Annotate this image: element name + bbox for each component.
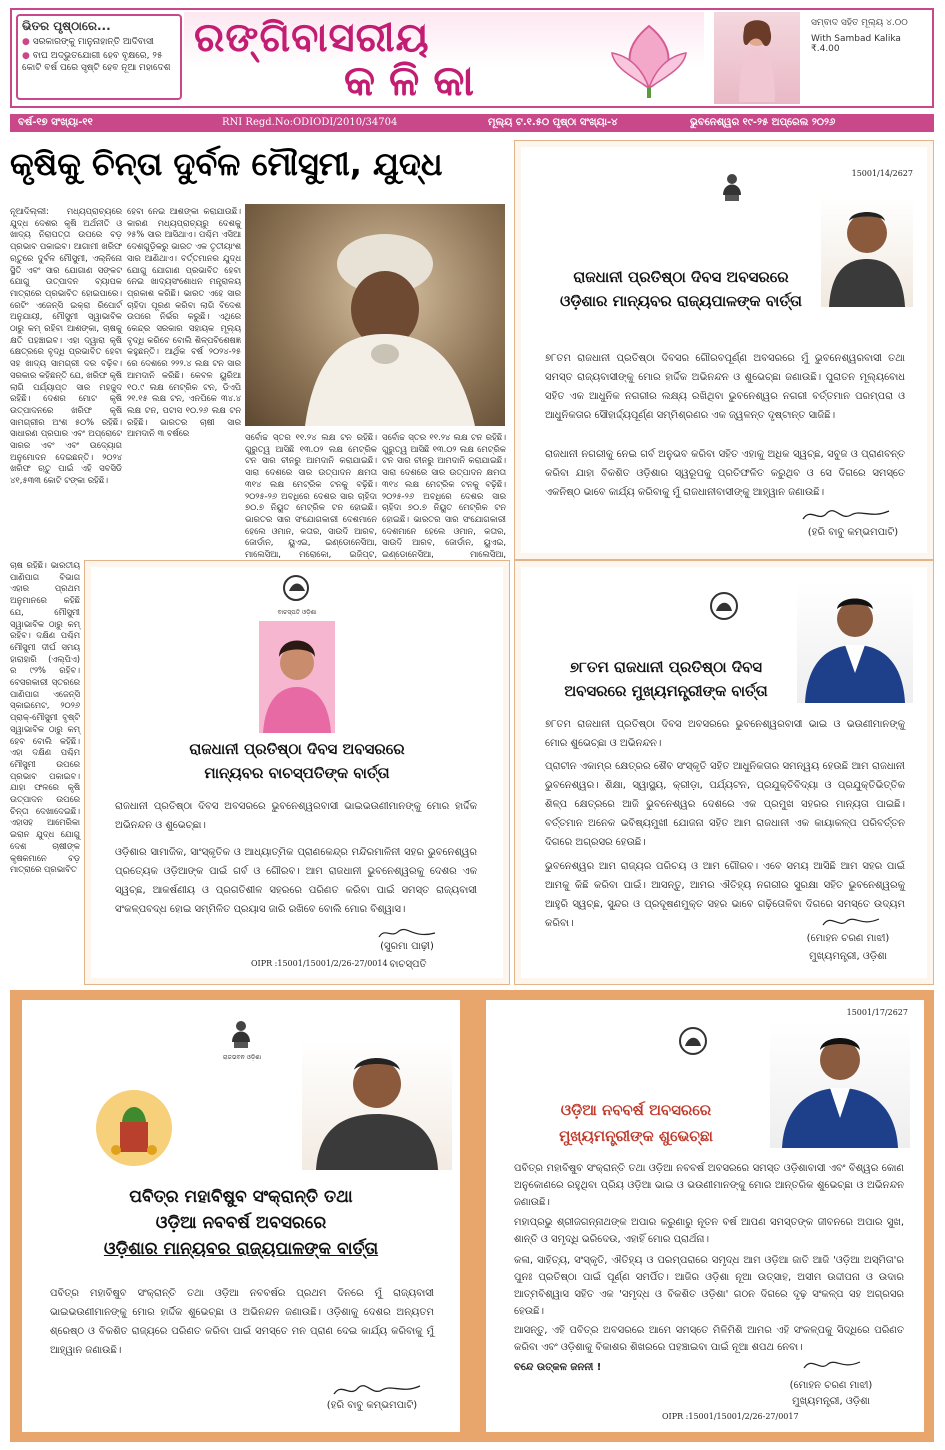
- advert-photo: [714, 12, 800, 104]
- ad-reference: 15001/14/2627: [851, 169, 913, 178]
- signatory-name: (ସୁରମା ପାଢ଼ୀ): [380, 941, 434, 952]
- rni-regd: RNI Regd.No:ODIODI/2010/34704: [222, 117, 398, 128]
- ad-title-line2: ଓଡ଼ିଶାର ମାନ୍ୟବର ରାଜ୍ୟପାଳଙ୍କ ବାର୍ତ୍ତା: [560, 292, 802, 310]
- person-silhouette-icon: [714, 12, 800, 104]
- national-emblem-icon: [226, 1018, 256, 1052]
- cm-capital-ad: [514, 560, 934, 985]
- governor-photo: [302, 1040, 452, 1170]
- issue-date: ଭୁବନେଶ୍ୱର ୧୯-୨୫ ଅପ୍ରେଲ ୨୦୨୬: [690, 117, 836, 128]
- person-icon: [821, 197, 913, 307]
- speaker-photo: [259, 621, 335, 733]
- inside-pages-title: ଭିତର ପୃଷ୍ଠାରେ...: [22, 19, 111, 33]
- farmer-photo: [245, 204, 505, 426]
- odisha-emblem-icon: [709, 591, 739, 625]
- ad-title-line1: ରାଜଧାନୀ ପ୍ରତିଷ୍ଠା ଦିବସ ଅବସରରେ: [573, 268, 789, 286]
- signatory-designation: ମୁଖ୍ୟମନ୍ତ୍ରୀ, ଓଡ଼ିଶା: [792, 1396, 870, 1407]
- article-col-3a: ସର୍ବୋଚ୍ଚ ସ୍ତର ୧୧.୨୪ ଲକ୍ଷ ଟନ ରହିଛି। ଗୁରୁତ୍ୱ ଆସିଛି ୧୩.୦୨ ଲକ୍ଷ ମେଟ୍ରିକ ଟନ ସାର ଚୀନରୁ ଆମଦାନି କରାଯାଇଛି। ସାରା ଦେଶରେ ସାର ଉତ୍ପାଦନ କ୍ଷମତା ୩୧୪ ଲକ୍ଷ ମେଟ୍ରିକ ଟନକୁ ବଢ଼ିଛି। ୨୦୨୫-୨୬ ଅବଧିରେ ଦେଶର ସାର ଚାହିଦା ୭୦.୭ ନିୟୁତ ମେଟ୍ରିକ ଟନ ହୋଇଛି। ଭାରତର ସାର ସଂଯୋଗକାରୀ ଦେଶମାନେ ହେଲେ ଓମାନ, କତାର, ସାଉଦି ଆରବ, ଜୋର୍ଡାନ, ୟୁଏଇ, ଇଣ୍ଡୋନେସିଆ, ମାଲେସିଆ, ମରୋକୋ, ଇଜିପ୍ଟ,: [245, 432, 377, 560]
- speaker-capital-ad: [84, 560, 510, 985]
- signature-icon: [801, 505, 891, 525]
- ad-paragraph: ଭୁବନେଶ୍ୱର ଆମ ରାଜ୍ୟର ପରିଚୟ ଓ ଆମ ଗୌରବ। ଏବେ ସମୟ ଆସିଛି ଆମ ସହର ପାଇଁ ଆମକୁ କିଛି କରିବା ପାଇଁ। ଆସନ୍ତୁ, ଆମର ଐତିହ୍ୟ ନଗରୀର ସୁରକ୍ଷା ସହିତ ଭୁବନେଶ୍ୱରକୁ ଆହୁରି ସ୍ୱଚ୍ଛ, ସୁନ୍ଦର ଓ ପ୍ରଦୂଷଣମୁକ୍ତ ସହର ଭାବେ ଗଢ଼ିତୋଳିବା ଦିଗରେ ସମସ୍ତେ ଉଦ୍ୟମ କରିବା।: [545, 861, 905, 929]
- oipr-reference: OIPR :15001/15001/2/26-27/0014: [251, 959, 388, 968]
- bullet-icon: ●: [22, 51, 30, 61]
- ad-paragraph: ୭୮ତମ ରାଜଧାନୀ ପ୍ରତିଷ୍ଠା ଦିବସର ଗୌରବପୂର୍ଣ୍ଣ ଅବସରରେ ମୁଁ ଭୁବନେଶ୍ୱରବାସୀ ତଥା ସମସ୍ତ ରାଜ୍ୟବାସୀଙ୍କୁ ମୋର ହାର୍ଦ୍ଦିକ ଅଭିନନ୍ଦନ ଓ ଶୁଭେଚ୍ଛା ଜଣାଉଛି। ପୁରାତନ ମୂଲ୍ୟବୋଧ ସହିତ ଏକ ଆଧୁନିକ ନଗରୀର ଲକ୍ଷ୍ୟ ରଖିଥିବା ଭୁବନେଶ୍ୱର ନଗରୀ ବର୍ତ୍ତମାନ ପରମ୍ପରା ଓ ଆଧୁନିକତାର ସୌହାର୍ଦ୍ଦ୍ୟପୂର୍ଣ୍ଣ ସମ୍ମିଶ୍ରଣର ଏକ ଜ୍ୱଳନ୍ତ ଦୃଷ୍ଟାନ୍ତ ସାଜିଛି।: [545, 353, 905, 421]
- governor-photo: [821, 197, 913, 307]
- ad-closing: ବନ୍ଦେ ଉତ୍କଳ ଜନନୀ !: [514, 1362, 602, 1373]
- cm-photo: [797, 583, 913, 703]
- volume-issue: ବର୍ଷ-୧୭ ସଂଖ୍ୟା-୧୧: [18, 117, 93, 128]
- person-icon: [770, 1022, 910, 1148]
- signature-icon: [332, 1380, 422, 1400]
- ad-title-line2: ମୁଖ୍ୟମନ୍ତ୍ରୀଙ୍କ ଶୁଭେଚ୍ଛା: [559, 1127, 713, 1145]
- signature-icon: [821, 913, 881, 931]
- ad-title-line1: ୭୮ତମ ରାଜଧାନୀ ପ୍ରତିଷ୍ଠା ଦିବସ: [569, 658, 763, 676]
- signatory-designation: ମୁଖ୍ୟମନ୍ତ୍ରୀ, ଓଡ଼ିଶା: [809, 951, 887, 962]
- article-headline: କୃଷିକୁ ଚିନ୍ତା ଦୁର୍ବଳ ମୌସୁମୀ, ଯୁଦ୍ଧ: [10, 145, 443, 183]
- person-icon: [302, 1040, 452, 1170]
- signatory-name: (ହରି ବାବୁ କମ୍ଭମପାଟି): [326, 1400, 418, 1411]
- article-col-3b: ସର୍ବୋଚ୍ଚ ସ୍ତର ୧୧.୨୪ ଲକ୍ଷ ଟନ ରହିଛି। ଗୁରୁତ୍ୱ ଆସିଛି ୧୩.୦୨ ଲକ୍ଷ ମେଟ୍ରିକ ଟନ ସାର ଚୀନରୁ ଆମଦାନି କରାଯାଇଛି। ସାରା ଦେଶରେ ସାର ଉତ୍ପାଦନ କ୍ଷମତା ୩୧୪ ଲକ୍ଷ ମେଟ୍ରିକ ଟନକୁ ବଢ଼ିଛି। ୨୦୨୫-୨୬ ଅବଧିରେ ଦେଶର ସାର ଚାହିଦା ୭୦.୭ ନିୟୁତ ମେଟ୍ରିକ ଟନ ହୋଇଛି। ଭାରତର ସାର ସଂଯୋଗକାରୀ ଦେଶମାନେ ହେଲେ ଓମାନ, କତାର, ସାଉଦି ଆରବ, ଜୋର୍ଡାନ, ୟୁଏଇ, ଇଣ୍ଡୋନେସିଆ, ମାଲେସିଆ,: [382, 432, 506, 560]
- ad-paragraph: କଳା, ସାହିତ୍ୟ, ସଂସ୍କୃତି, ଐତିହ୍ୟ ଓ ପରମ୍ପରାରେ ସମୃଦ୍ଧ ଆମ ଓଡ଼ିଆ ଜାତି ଆଜି 'ଓଡ଼ିଆ ଅସ୍ମିତା'ର ପୁନଃ ପ୍ରତିଷ୍ଠା ପାଇଁ ପୂର୍ଣ୍ଣ ସମର୍ପିତ। ଆଜିର ଓଡ଼ିଶା ନୂଆ ଉତ୍ସାହ, ଅସୀମ ଉଦ୍ଦୀପନା ଓ ଉଦାର ଆତ୍ମବିଶ୍ୱାସ ସହିତ ଏକ 'ସମୃଦ୍ଧ ଓ ବିକଶିତ ଓଡ଼ିଶା' ଗଠନ ଦିଗରେ ଦୃଢ଼ ସଂକଳ୍ପ ସହ ଅଗ୍ରସର ହେଉଛି।: [514, 1255, 904, 1317]
- ad-reference: 15001/17/2627: [846, 1008, 908, 1017]
- ad-paragraph: ୭୮ତମ ରାଜଧାନୀ ପ୍ରତିଷ୍ଠା ଦିବସ ଅବସରରେ ଭୁବନେଶ୍ୱରବାସୀ ଭାଇ ଓ ଭଉଣୀମାନଙ୍କୁ ମୋର ଶୁଭେଚ୍ଛା ଓ ଅଭିନନ୍ଦନ।: [545, 719, 905, 749]
- signature-icon: [802, 1356, 862, 1374]
- governor-newyear-ad: [22, 1000, 460, 1432]
- person-icon: [797, 583, 913, 703]
- cm-photo: [770, 1022, 910, 1148]
- emblem-caption: ବାଚସ୍ପତି ଓଡ଼ିଶା: [277, 609, 317, 616]
- ad-title-line2: ମାନ୍ୟବର ବାଚସ୍ପତିଙ୍କ ବାର୍ତ୍ତା: [204, 764, 390, 782]
- assembly-emblem-icon: [281, 573, 311, 607]
- article-col-2: ହେବା ନେଇ ଆଶଙ୍କା କରାଯାଉଛି। କାରଣ ମଧ୍ୟପ୍ରାଚ୍ୟରୁ ଦେଶକୁ ୨୫% ସାର ଆସିଥାଏ। ପଶ୍ଚିମ ଏସିଆ ଦେଶଗୁଡ଼ିକରୁ ଭାରତ ଏକ ତୃତୀୟାଂଶ ସାର ଆଣିଥାଏ। ବର୍ତ୍ତମାନର ଯୁଦ୍ଧ ଯୋଗୁ ଯୋଗାଣ ପ୍ରଭାବିତ ହେବା ନେଇ ଖାଦ୍ୟସଂଶୋଧନ ମନ୍ତ୍ରାଳୟ ପ୍ରକାଶ କରିଛି। ଭାରତ ଏହେ ସାର ଚାହିଦା ପୂରଣ କରିବା ଲାଗି ବିଦେଶ ଉପରେ ନିର୍ଭର କରୁଛି। ଏଥିରେ କେନ୍ଦ୍ର ସରକାର ସହାୟକ ମୂଲ୍ୟ ବୃଦ୍ଧି କରିବେ ବୋଲି ଶିଳ୍ପବିଶେଷଜ୍ଞ କହୁଛନ୍ତି। ଆର୍ଥିକ ବର୍ଷ ୨୦୨୪-୨୫ ରେ ଦେଶରେ ୨୨୨.୪ ଲକ୍ଷ ଟନ ସାର ଆମଦାନି କରିଛି। କେବଳ ୟୁରିଆ ୧୦.୯ ଲକ୍ଷ ମେଟ୍ରିକ ଟନ, ଡିଏପି ୨୧.୧୫ ଲକ୍ଷ ଟନ, ଏନପିକେ ୩୪.୪ ଲକ୍ଷ ଟନ, ପଟାସ ୧୦.୨୬ ଲକ୍ଷ ଟନ ରହିଛି। ଭାରତର ଚାଷୀ ସାର ଆମଦାନି ୩ ବର୍ଷରେ: [127, 206, 241, 439]
- article-col-1: ନୂଆଦିଲ୍ଲୀ: ମଧ୍ୟପ୍ରାଚ୍ୟରେ ଯୁଦ୍ଧ ଦେଶର କୃଷି ଅର୍ଥନୀତି ଓ ଖାଦ୍ୟ ନିରାପତ୍ତା ଉପରେ ବଡ଼ ପ୍ରଭାବ ପକାଇବ। ଆଗାମୀ ଖରିଫ ଋତୁରେ ଦୁର୍ବଳ ମୌସୁମୀ, ଏଲ୍‌ନିନୋ ସ୍ଥିତି ଏବଂ ସାର ଯୋଗାଣ ସଙ୍କଟ ଯୋଗୁ ଉତ୍ପାଦନ ବ୍ୟାପକ ମାତ୍ରାରେ ପ୍ରଭାବିତ ହୋଇପାରେ। ରେଟିଂ ଏଜେନ୍ସି ଇକ୍ରା ରିପୋର୍ଟ ଅନୁଯାୟୀ, ମୌସୁମୀ ସ୍ୱାଭାବିକ ଠାରୁ କମ୍ ରହିବା ଆଶଙ୍କା, ଚାଷକୁ କ୍ଷତି ପହଞ୍ଚାଇବ। ଏହା ଦ୍ୱାରା କୃଷି କ୍ଷେତ୍ରରେ ବୃଦ୍ଧି ପ୍ରଭାବିତ ହେବା ସହ ଖାଦ୍ୟ ସାମଗ୍ରୀ ଦର ବଢ଼ିବ। ସରକାର କହିଛନ୍ତି ଯେ, ଖରିଫ କୃଷି ଲାଗି ପର୍ଯ୍ୟାପ୍ତ ସାର ମହଜୁଦ ରହିଛି। ଦେଶର ମୋଟ କୃଷି ଉତ୍ପାଦନରେ ଖରିଫ କୃଷି ସାମଗ୍ରୀର ଅଂଶ ୫୦% ରହିଛି। ସାଧାରଣ ପ୍ରପାର ଏବଂ ଅପ୍ରୋଟେ ସାରର ଏବଂ ଏବଂ ଉଦ୍ୟୋଗ ଅନୁମୋଦନ ଦେଇଛନ୍ତି। ୨୦୨୪ ଖରିଫ ଋତୁ ପାଇଁ ଏହି ସବସିଡି ୪୧,୫୩୩ କୋଟି ଟଙ୍କା ରହିଛି।: [10, 206, 122, 486]
- inside-pages-box: [16, 14, 182, 100]
- ad-paragraph: ମହାପ୍ରଭୁ ଶ୍ରୀଜଗନ୍ନାଥଙ୍କ ଅପାର କରୁଣାରୁ ନୂତନ ବର୍ଷ ଆପଣ ସମସ୍ତଙ୍କ ଜୀବନରେ ଅପାର ସୁଖ, ଶାନ୍ତି ଓ ସମୃଦ୍ଧି ଭରିଦେଉ, ଏହାହିଁ ମୋର ପ୍ରାର୍ଥନା।: [514, 1217, 904, 1245]
- governor-capital-ad: [514, 140, 934, 560]
- signature-icon: [377, 925, 437, 941]
- ad-paragraph: ରାଜଧାନୀ ପ୍ରତିଷ୍ଠା ଦିବସ ଅବସରରେ ଭୁବନେଶ୍ୱରବାସୀ ଭାଇଭଉଣୀମାନଙ୍କୁ ମୋର ହାର୍ଦ୍ଦିକ ଅଭିନନ୍ଦନ ଓ ଶୁଭେଚ୍ଛା।: [115, 801, 477, 831]
- price-english: With Sambad Kalika ₹.4.00: [811, 34, 901, 54]
- farmer-figure-icon: [245, 204, 505, 426]
- signatory-designation: ବାଚସ୍ପତି: [389, 959, 427, 970]
- issue-strip: [10, 114, 934, 132]
- oipr-reference: OIPR :15001/15001/2/26-27/0017: [662, 1412, 799, 1421]
- ad-title-line1: ରାଜଧାନୀ ପ୍ରତିଷ୍ଠା ଦିବସ ଅବସରରେ: [189, 740, 405, 758]
- ad-title-line3: ଓଡ଼ିଶାର ମାନ୍ୟବର ରାଜ୍ୟପାଳଙ୍କ ବାର୍ତ୍ତା: [103, 1239, 379, 1259]
- price-box: [807, 12, 933, 104]
- person-icon: [259, 621, 335, 733]
- ad-title-line2: ଅବସରରେ ମୁଖ୍ୟମନ୍ତ୍ରୀଙ୍କ ବାର୍ତ୍ତା: [564, 682, 768, 700]
- inside-item[interactable]: ● ବାଘ ଅଦ୍ଭୁତଯୋଗୀ ହେବ ବୃକ୍ଷରେ, ୨୫ କୋଟି ବର୍ଷ ପରେ ସୃଷ୍ଟି ହେବ ନୂଆ ମହାଦେଶ: [22, 51, 171, 73]
- signatory-name: (ହରି ବାବୁ କମ୍ଭମପାଟି): [807, 527, 899, 538]
- logo-line1: ରଙ୍ଗିବାସରୀୟ: [194, 14, 430, 61]
- masthead: [10, 8, 934, 108]
- national-emblem-icon: [717, 171, 747, 205]
- signatory-name: (ମୋହନ ଚରଣ ମାଝୀ): [789, 1380, 873, 1391]
- ad-paragraph: ଆସନ୍ତୁ, ଏହି ପବିତ୍ର ଅବସରରେ ଆମେ ସମସ୍ତେ ମିଳିମିଶି ଆମର ଏହି ସଂକଳ୍ପକୁ ସିଦ୍ଧିରେ ପରିଣତ କରିବା ଏବଂ ଓଡ଼ିଶାକୁ ବିକାଶର ଶିଖରରେ ପହଞ୍ଚାଇବା ପାଇଁ ନୂଆ ଶପଥ ନେବା।: [514, 1325, 904, 1353]
- bullet-icon: ●: [22, 37, 30, 47]
- ad-paragraph: ପବିତ୍ର ମହାବିଷୁବ ସଂକ୍ରାନ୍ତି ତଥା ଓଡ଼ିଆ ନବବର୍ଷର ପ୍ରଥମ ଦିନରେ ମୁଁ ରାଜ୍ୟବାସୀ ଭାଇଭଉଣୀମାନଙ୍କୁ ମୋର ହାର୍ଦ୍ଦିକ ଶୁଭେଚ୍ଛା ଓ ଅଭିନନ୍ଦନ ଜଣାଉଛି। ଓଡ଼ିଶାକୁ ଦେଶର ଅନ୍ୟତମ ଶ୍ରେଷ୍ଠ ଓ ବିକଶିତ ରାଜ୍ୟରେ ପରିଣତ କରିବା ପାଇଁ ସମସ୍ତେ ମନ ପ୍ରାଣ ଦେଇ କାର୍ଯ୍ୟ କରିବାକୁ ମୁଁ ଆହ୍ୱାନ ଜଣାଉଛି।: [50, 1288, 435, 1356]
- tulsi-pot-icon: [94, 1088, 174, 1168]
- cm-newyear-ad: [486, 1000, 924, 1432]
- inside-item[interactable]: ● ସରକାରଙ୍କୁ ମାନୁନାହାନ୍ତି ଆଦିବାସୀ: [22, 37, 154, 47]
- ad-title-line1: ପବିତ୍ର ମହାବିଷୁବ ସଂକ୍ରାନ୍ତି ତଥା: [129, 1187, 353, 1207]
- article-col-4: ଚାଷ ରହିଛି। ଭାରତୀୟ ପାଣିପାଗ ବିଭାଗ ଏହାର ପ୍ରଥମ ଅନୁମାନରେ କହିଛି ଯେ, ମୌସୁମୀ ସ୍ୱାଭାବିକ ଠାରୁ କମ୍ ରହିବ। ଦକ୍ଷିଣ ପଶ୍ଚିମ ମୌସୁମୀ ଦୀର୍ଘ ସମୟ ହାରାହାରି (ଏଲ୍‌ପିଏ) ର ୯୨% ରହିବ। ବେସରକାରୀ ସ୍ତରରେ ପାଣିପାଗ ଏଜେନ୍ସି ସ୍କାଇମେଟ, ୨୦୨୬ ପ୍ରାକ୍-ମୌସୁମୀ ବୃଷ୍ଟି ସ୍ୱାଭାବିକ ଠାରୁ କମ୍ ହେବ ବୋଲି କହିଛି। ଏହା ଦକ୍ଷିଣ ପଶ୍ଚିମ ମୌସୁମୀ ଉପରେ ପ୍ରଭାବ ପକାଇବ। ଯାହା ଫଳରେ କୃଷି ଉତ୍ପାଦନ ଉପରେ ଚିନ୍ତା ଦେଖାଦେଇଛି। ଏହାସହ ଆମେରିକା ଇରାନ ଯୁଦ୍ଧ ଯୋଗୁ ଦେଶ ଚାଷୀଙ୍କ କୃଷକମାନେ ବଡ଼ ମାତ୍ରାରେ ପ୍ରଭାବିତ: [10, 560, 80, 875]
- ad-title-line2: ଓଡ଼ିଆ ନବବର୍ଷ ଅବସରରେ: [155, 1213, 327, 1233]
- price-pages: ମୂଲ୍ୟ ଟ.୧.୫୦ ପୃଷ୍ଠା ସଂଖ୍ୟା-୪: [488, 117, 618, 128]
- emblem-caption: ରାଜଭବନ ଓଡ଼ିଶା: [222, 1054, 262, 1061]
- signatory-name: (ମୋହନ ଚରଣ ମାଝୀ): [806, 933, 890, 944]
- lotus-icon: [604, 18, 694, 98]
- ad-paragraph: ପବିତ୍ର ମହାବିଷୁବ ସଂକ୍ରାନ୍ତି ତଥା ଓଡ଼ିଆ ନବବର୍ଷ ଅବସରରେ ସମସ୍ତ ଓଡ଼ିଶାବାସୀ ଏବଂ ବିଶ୍ୱର କୋଣ ଅନୁକୋଣରେ ରହୁଥିବା ପ୍ରିୟ ଓଡ଼ିଆ ଭାଇ ଓ ଭଉଣୀମାନଙ୍କୁ ମୋର ଆନ୍ତରିକ ଶୁଭେଚ୍ଛା ଓ ଅଭିନନ୍ଦନ ଜଣାଉଛି।: [514, 1163, 904, 1208]
- ad-paragraph: ରାଜଧାନୀ ନଗରୀକୁ ନେଇ ଗର୍ବ ଅନୁଭବ କରିବା ସହିତ ଏହାକୁ ଅଧିକ ସ୍ୱଚ୍ଛ, ସବୁଜ ଓ ପ୍ରାଣବନ୍ତ କରିବା ଯାହା ବିକଶିତ ଓଡ଼ିଶାର ସ୍ୱରୂପକୁ ପ୍ରତିଫଳିତ କରୁଥିବ ଓ ସେ ଦିଗରେ ସମସ୍ତେ ଏକନିଷ୍ଠ ଭାବେ କାର୍ଯ୍ୟ କରିବାକୁ ମୁଁ ରାଜଧାନୀବାସୀଙ୍କୁ ଆହ୍ୱାନ ଜଣାଉଛି।: [545, 449, 905, 498]
- price-odia: ସମ୍ବାଦ ସହିତ ମୂଲ୍ୟ ୪.୦୦: [811, 18, 908, 28]
- newspaper-logo: [184, 12, 704, 104]
- ad-paragraph: ଓଡ଼ିଶାର ସାମାଜିକ, ସାଂସ୍କୃତିକ ଓ ଆଧ୍ୟାତ୍ମିକ ପ୍ରାଣକେନ୍ଦ୍ର ମନ୍ଦିରମାଳିନୀ ସହର ଭୁବନେଶ୍ୱର ପ୍ରତ୍ୟେକ ଓଡ଼ିଆଙ୍କ ପାଇଁ ଗର୍ବ ଓ ଗୌରବ। ଆମ ରାଜଧାନୀ ଭୁବନେଶ୍ୱରକୁ ଦେଶର ଏକ ସ୍ୱଚ୍ଛ, ଆକର୍ଷଣୀୟ ଓ ପ୍ରଗତିଶୀଳ ସହରରେ ପରିଣତ କରିବା ପାଇଁ ସମସ୍ତ ରାଜ୍ୟବାସୀ ସଂକଳ୍ପବଦ୍ଧ ହୋଇ ସମ୍ମିଳିତ ପ୍ରୟାସ ଜାରି ରଖିବେ ବୋଲି ମୋର ବିଶ୍ୱାସ।: [115, 847, 477, 915]
- logo-line2: କଳିକା: [344, 56, 488, 105]
- ad-title-line1: ଓଡ଼ିଆ ନବବର୍ଷ ଅବସରରେ: [560, 1101, 712, 1119]
- odisha-emblem-icon: [678, 1026, 708, 1060]
- ad-paragraph: ପ୍ରାଚୀନ ଏକାମ୍ର କ୍ଷେତ୍ରର ଶୈବ ସଂସ୍କୃତି ସହିତ ଆଧୁନିକତାର ସମନ୍ୱୟ ହେଉଛି ଆମ ରାଜଧାନୀ ଭୁବନେଶ୍ୱର। ଶିକ୍ଷା, ସ୍ୱାସ୍ଥ୍ୟ, କ୍ରୀଡ଼ା, ପର୍ଯ୍ୟଟନ, ପ୍ରଯୁକ୍ତିବିଦ୍ୟା ଓ ପ୍ରଯୁକ୍ତିଭିତ୍ତିକ ଶିଳ୍ପ କ୍ଷେତ୍ରରେ ଆଜି ଭୁବନେଶ୍ୱର ଦେଶରେ ଏକ ପ୍ରମୁଖ ସହରର ମାନ୍ୟତା ପାଇଛି। ବର୍ତ୍ତମାନ ଅନେକ ଭବିଷ୍ୟମୁଖୀ ଯୋଜନା ସହିତ ଆମ ରାଜଧାନୀ ଏକ କାୟାକଳ୍ପ ପରିବର୍ତ୍ତନ ଦିଗରେ ଅଗ୍ରସର ହେଉଛି।: [545, 761, 905, 848]
